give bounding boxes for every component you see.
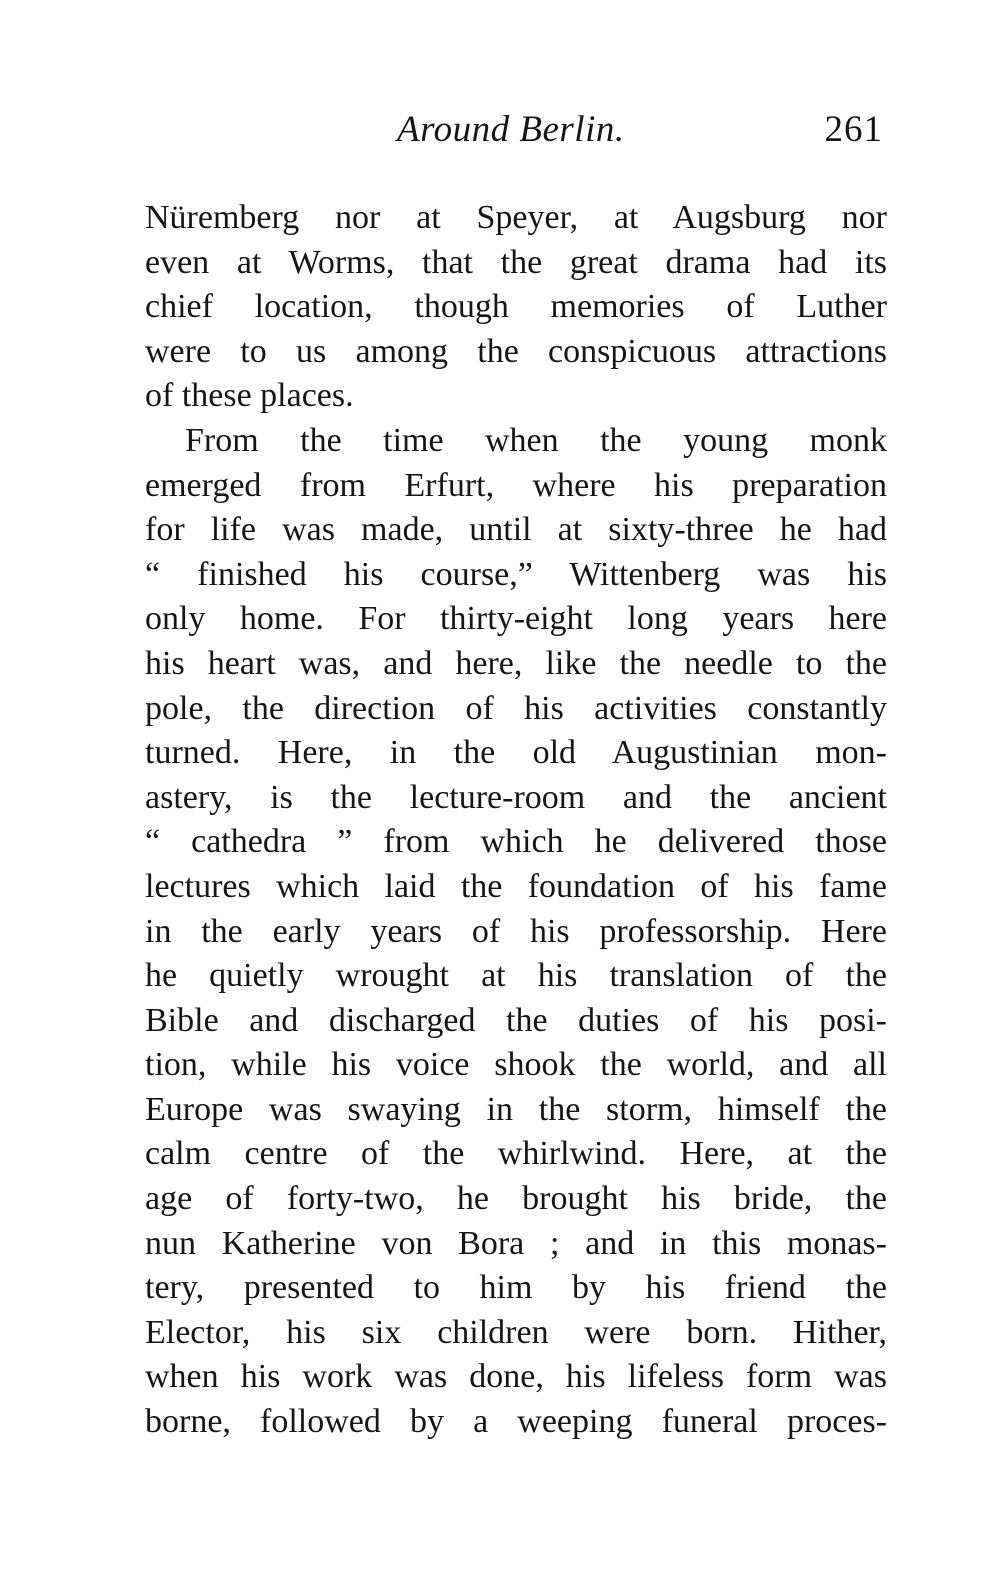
- running-title: Around Berlin.: [397, 109, 625, 150]
- running-head: [145, 108, 885, 158]
- page-number: 261: [824, 109, 883, 150]
- text-line: turned. Here, in the old Augustinian mon-: [145, 734, 887, 772]
- text-line: “ finished his course,” Wittenberg was his: [145, 555, 887, 593]
- text-line: Bible and discharged the duties of his posi-: [145, 1001, 887, 1039]
- text-line: even at Worms, that the great drama had its: [145, 243, 887, 281]
- paragraph-2: [145, 419, 887, 1445]
- text-line: pole, the direction of his activities constantly: [145, 689, 887, 727]
- text-line: when his work was done, his lifeless form was: [145, 1358, 887, 1396]
- text-line: for life was made, until at sixty-three he had: [145, 511, 887, 549]
- text-line: he quietly wrought at his translation of the: [145, 957, 887, 995]
- paragraph-1: [145, 196, 887, 419]
- text-line: calm centre of the whirlwind. Here, at the: [145, 1135, 887, 1173]
- text-line: tion, while his voice shook the world, and all: [145, 1046, 887, 1084]
- text-line: were to us among the conspicuous attractions: [145, 332, 887, 370]
- text-line: his heart was, and here, like the needle to the: [145, 644, 887, 682]
- text-line: emerged from Erfurt, where his preparation: [145, 466, 887, 504]
- text-line: Nüremberg nor at Speyer, at Augsburg nor: [145, 199, 887, 236]
- text-line: From the time when the young monk: [185, 421, 887, 459]
- text-line: nun Katherine von Bora ; and in this monas-: [145, 1224, 887, 1262]
- text-line: of these places.: [145, 377, 354, 415]
- text-line: only home. For thirty-eight long years here: [145, 600, 887, 638]
- text-line: tery, presented to him by his friend the: [145, 1269, 887, 1307]
- text-line: astery, is the lecture-room and the ancient: [145, 778, 887, 816]
- text-line: borne, followed by a weeping funeral proces-: [145, 1403, 887, 1441]
- text-line: age of forty-two, he brought his bride, the: [145, 1180, 887, 1218]
- text-line: in the early years of his professorship. Here: [145, 912, 887, 950]
- text-line: Europe was swaying in the storm, himself the: [145, 1090, 887, 1128]
- text-line: Elector, his six children were born. Hither,: [145, 1313, 887, 1351]
- text-line: lectures which laid the foundation of his fame: [145, 867, 887, 905]
- body-text: [145, 196, 887, 1445]
- text-line: chief location, though memories of Luther: [145, 288, 887, 326]
- text-line: “ cathedra ” from which he delivered those: [145, 823, 887, 861]
